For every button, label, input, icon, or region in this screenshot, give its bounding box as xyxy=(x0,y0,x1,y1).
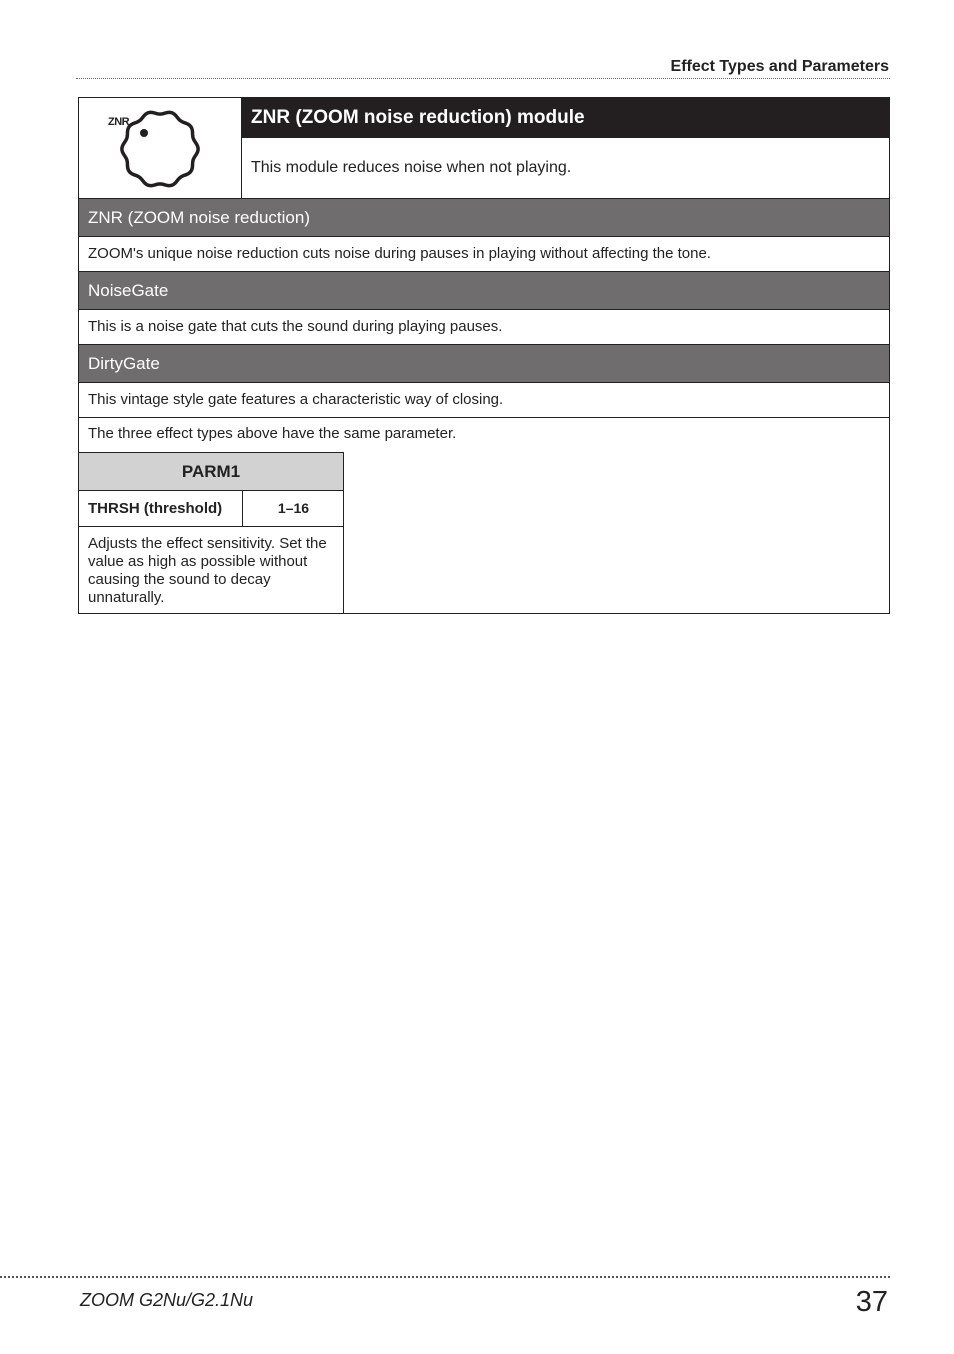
module-description: This module reduces noise when not playing. xyxy=(251,159,572,176)
shared-parameter-note: The three effect types above have the same parameter. xyxy=(88,425,457,442)
effect-type-noisegate: NoiseGate xyxy=(79,272,889,310)
page-number: 37 xyxy=(855,1286,888,1318)
knob-cell xyxy=(79,98,242,198)
parameter-name: THRSH (threshold) xyxy=(88,500,223,517)
footer-model: ZOOM G2Nu/G2.1Nu xyxy=(80,1290,254,1310)
parameter-header: PARM1 xyxy=(79,453,343,491)
page-header xyxy=(76,56,890,79)
knob-icon xyxy=(79,98,242,198)
parameter-row xyxy=(79,491,343,527)
footer-divider xyxy=(0,1276,890,1278)
effect-type-noisegate-description: This is a noise gate that cuts the sound during playing pauses. xyxy=(79,310,889,345)
effect-type-znr-description: ZOOM's unique noise reduction cuts noise during pauses in playing without affecting the tone. xyxy=(79,237,889,272)
effect-type-znr: ZNR (ZOOM noise reduction) xyxy=(79,199,889,237)
effect-type-dirtygate: DirtyGate xyxy=(79,345,889,383)
parameter-range: 1–16 xyxy=(242,491,344,526)
module-box xyxy=(78,97,890,614)
parameter-description: Adjusts the effect sensitivity. Set the value as high as possible without causing the sound to decay unnaturally. xyxy=(88,535,327,606)
effect-type-dirtygate-description: This vintage style gate features a characteristic way of closing. xyxy=(79,383,889,418)
knob-label: ZNR xyxy=(108,116,130,128)
section-title: Effect Types and Parameters xyxy=(670,58,889,75)
module-header xyxy=(79,98,889,199)
module-title: ZNR (ZOOM noise reduction) module xyxy=(242,98,889,138)
parameter-table xyxy=(79,452,344,614)
